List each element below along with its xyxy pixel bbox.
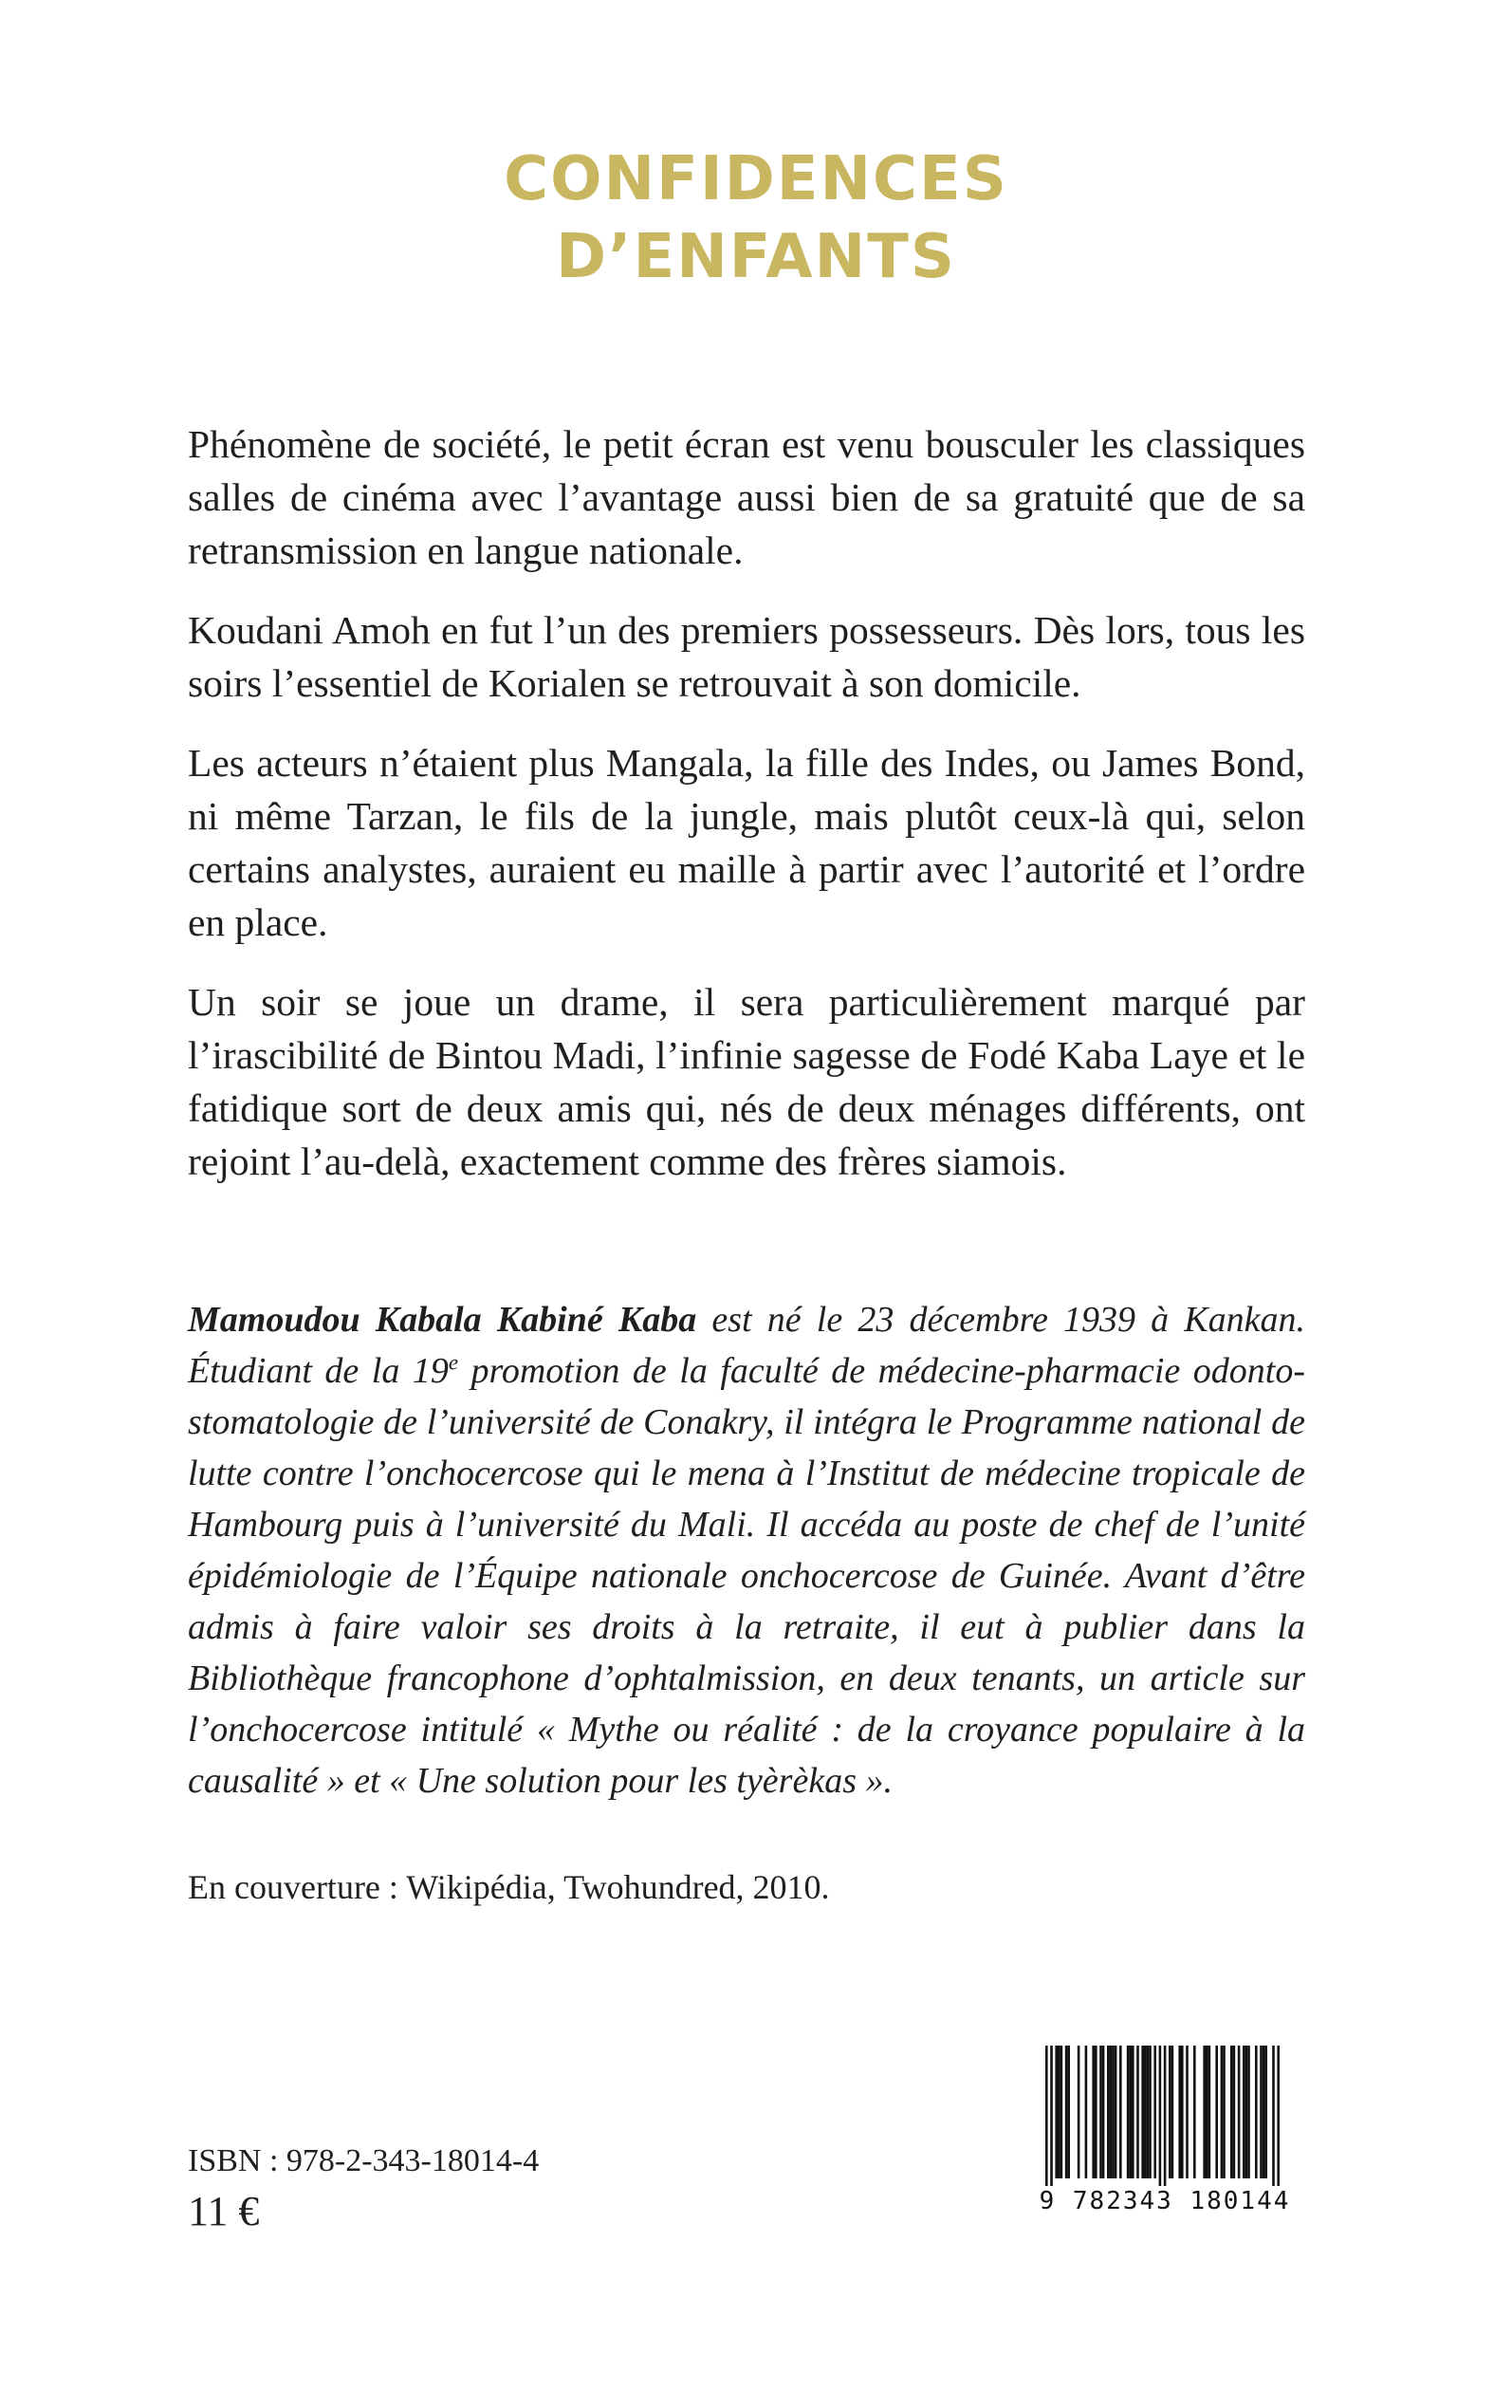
barcode-bar <box>1136 2046 1139 2178</box>
barcode-bar <box>1260 2046 1263 2178</box>
blurb-paragraph: Un soir se joue un drame, il sera particulièrement marqué par l’irascibilité de Bintou Madi, l’infinie sagesse de Fodé Kaba Laye et le fatidique sort de deux amis qui, nés de deux ménages différents, ont rejoint l’au-delà, exactement comme des frères siamois. <box>188 980 1305 1183</box>
barcode-bar <box>1203 2046 1206 2178</box>
barcode-bar <box>1107 2046 1110 2178</box>
barcode-bars <box>1023 2046 1307 2188</box>
barcode-bar <box>1119 2046 1122 2178</box>
barcode-bar <box>1102 2046 1105 2178</box>
barcode-bar <box>1255 2046 1258 2178</box>
barcode-bar <box>1221 2046 1224 2178</box>
barcode-bar <box>1164 2046 1167 2186</box>
bio-superscript: e <box>448 1350 458 1375</box>
barcode-bar <box>1169 2046 1171 2178</box>
barcode-bar <box>1065 2046 1068 2178</box>
barcode-bar <box>1178 2046 1181 2178</box>
barcode-bar <box>1112 2046 1115 2178</box>
barcode-bar <box>1243 2046 1245 2178</box>
blurb-paragraph: Les acteurs n’étaient plus Mangala, la fille des Indes, ou James Bond, ni même Tarzan, le fils de la jungle, mais plutôt ceux-là qui, selon certains analystes, auraient eu maille à partir avec l’autorité et l’ordre en place. <box>188 741 1305 944</box>
bio-text-part-2: promotion de la faculté de médecine-pharmacie odonto-stomatologie de l’université de Conakry, il intégra le Programme national de lutte contre l’onchocercose qui le mena à l’Institut de médecine tropicale de Hambourg puis à l’université du Mali. Il accéda au poste de chef de l’unité épidémiologie de l’Équipe nationale onchocercose de Guinée. Avant d’être admis à faire valoir ses droits à la retraite, il eut à publier dans la Bibliothèque francophone d’ophtalmission, en deux tenants, un article sur l’onchocercose intitulé « Mythe ou réalité : de la croyance populaire à la causalité » et « Une solution pour les tyèrèkas ». <box>188 1351 1306 1801</box>
barcode-bar <box>1129 2046 1132 2178</box>
barcode-bar <box>1206 2046 1208 2178</box>
barcode-bar <box>1215 2046 1218 2178</box>
isbn: ISBN : 978-2-343-18014-4 <box>188 2143 540 2178</box>
barcode-bar <box>1233 2046 1236 2178</box>
barcode-bar <box>1193 2046 1196 2178</box>
barcode-bar <box>1186 2046 1189 2178</box>
barcode-bar <box>1263 2046 1265 2178</box>
barcode-bar <box>1247 2046 1250 2178</box>
barcode-bar <box>1153 2046 1156 2178</box>
barcode-bar <box>1159 2046 1162 2186</box>
barcode-bar <box>1149 2046 1152 2178</box>
price: 11 € <box>188 2188 260 2234</box>
cover-credit: En couverture : Wikipédia, Twohundred, 2010. <box>188 1868 830 1906</box>
barcode-bar <box>1245 2046 1248 2178</box>
author-bio <box>188 1294 1305 1806</box>
barcode-bar <box>1264 2046 1267 2178</box>
barcode-bar <box>1141 2046 1144 2178</box>
blurb-paragraph: Phénomène de société, le petit écran est venu bousculer les classiques salles de cinéma avec l’avantage aussi bien de sa gratuité que de sa retransmission en langue nationale. <box>188 422 1305 572</box>
barcode-bar <box>1092 2046 1095 2178</box>
barcode-bar <box>1085 2046 1088 2178</box>
barcode-bar <box>1060 2046 1063 2178</box>
barcode-bar <box>1272 2046 1275 2186</box>
book-title-line-2: D’ENFANTS <box>556 222 956 292</box>
barcode-bar <box>1132 2046 1134 2178</box>
barcode-bar <box>1058 2046 1060 2178</box>
barcode-bar <box>1110 2046 1113 2178</box>
barcode-bar <box>1144 2046 1147 2178</box>
book-title-line-1: CONFIDENCES <box>504 144 1008 214</box>
barcode-bar <box>1127 2046 1130 2178</box>
barcode-bar <box>1277 2046 1280 2186</box>
barcode-digits: 9 782343 180144 <box>1039 2187 1291 2215</box>
barcode-bar <box>1230 2046 1233 2178</box>
barcode-bar <box>1095 2046 1097 2178</box>
barcode-bar <box>1181 2046 1184 2178</box>
barcode-bar <box>1099 2046 1102 2178</box>
blurb-paragraph: Koudani Amoh en fut l’un des premiers possesseurs. Dès lors, tous les soirs l’essentiel de Korialen se retrouvait à son domicile. <box>188 608 1305 705</box>
barcode-bar <box>1055 2046 1058 2178</box>
barcode <box>1023 2046 1307 2220</box>
barcode-bar <box>1067 2046 1070 2178</box>
barcode-bar <box>1208 2046 1211 2178</box>
barcode-bar <box>1050 2046 1053 2186</box>
barcode-bar <box>1078 2046 1080 2178</box>
book-title <box>0 140 1512 296</box>
barcode-bar <box>1115 2046 1117 2178</box>
barcode-bar <box>1238 2046 1241 2178</box>
blurb <box>188 417 1305 1214</box>
barcode-bar <box>1147 2046 1150 2178</box>
barcode-bar <box>1223 2046 1226 2178</box>
bio-text-part-1: est né le 23 décembre 1939 à Kankan. Étudiant de la 19 <box>188 1300 1306 1391</box>
author-name: Mamoudou Kabala Kabiné Kaba <box>188 1300 697 1340</box>
barcode-bar <box>1171 2046 1174 2178</box>
barcode-bar <box>1045 2046 1048 2186</box>
